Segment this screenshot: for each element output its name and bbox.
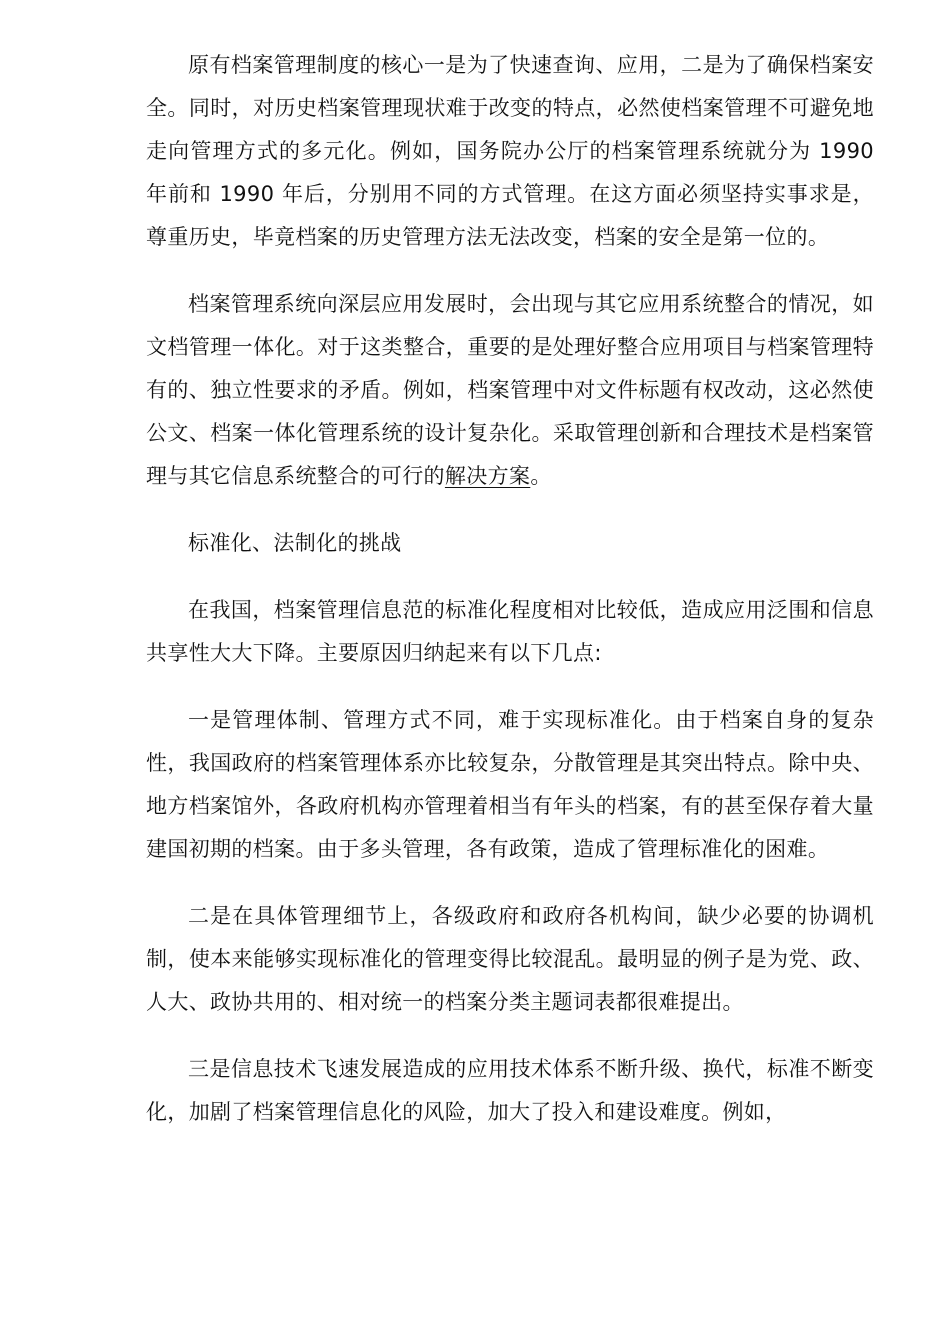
section-heading-standardization: 标准化、法制化的挑战 [188, 531, 402, 555]
paragraph-system-integration [146, 283, 874, 498]
paragraph-archive-core: 原有档案管理制度的核心一是为了快速查询、应用，二是为了确保档案安全。同时，对历史档案管理现状难于改变的特点，必然使档案管理不可避免地走向管理方式的多元化。例如，国务院办公厅的档案管理系统就分为 1990 年前和 1990 年后，分别用不同的方式管理。在这方面必须坚持实事求是，尊重历史，毕竟档案的历史管理方法无法改变，档案的安全是第一位的。 [146, 53, 874, 249]
paragraph-reason-one: 一是管理体制、管理方式不同，难于实现标准化。由于档案自身的复杂性，我国政府的档案管理体系亦比较复杂，分散管理是其突出特点。除中央、地方档案馆外，各政府机构亦管理着相当有年头的档案，有的甚至保存着大量建国初期的档案。由于多头管理，各有政策，造成了管理标准化的困难。 [146, 708, 874, 861]
paragraph-integration-end: 。 [530, 464, 552, 488]
paragraph-standardization-level: 在我国，档案管理信息范的标准化程度相对比较低，造成应用泛围和信息共享性大大下降。主要原因归纳起来有以下几点: [146, 598, 874, 665]
solution-link[interactable]: 解决方案 [444, 464, 531, 488]
paragraph-integration-text: 档案管理系统向深层应用发展时，会出现与其它应用系统整合的情况，如文档管理一体化。对于这类整合，重要的是处理好整合应用项目与档案管理特有的、独立性要求的矛盾。例如，档案管理中对文件标题有权改动，这必然使公文、档案一体化管理系统的设计复杂化。采取管理创新和合理技术是档案管理与其它信息系统整合的可行的 [146, 292, 874, 488]
paragraph-reason-three: 三是信息技术飞速发展造成的应用技术体系不断升级、换代，标准不断变化，加剧了档案管理信息化的风险，加大了投入和建设难度。例如， [146, 1057, 874, 1124]
document-page [146, 44, 874, 1158]
paragraph-reason-two: 二是在具体管理细节上，各级政府和政府各机构间，缺少必要的协调机制，使本来能够实现标准化的管理变得比较混乱。最明显的例子是为党、政、人大、政协共用的、相对统一的档案分类主题词表都很难提出。 [146, 904, 874, 1014]
